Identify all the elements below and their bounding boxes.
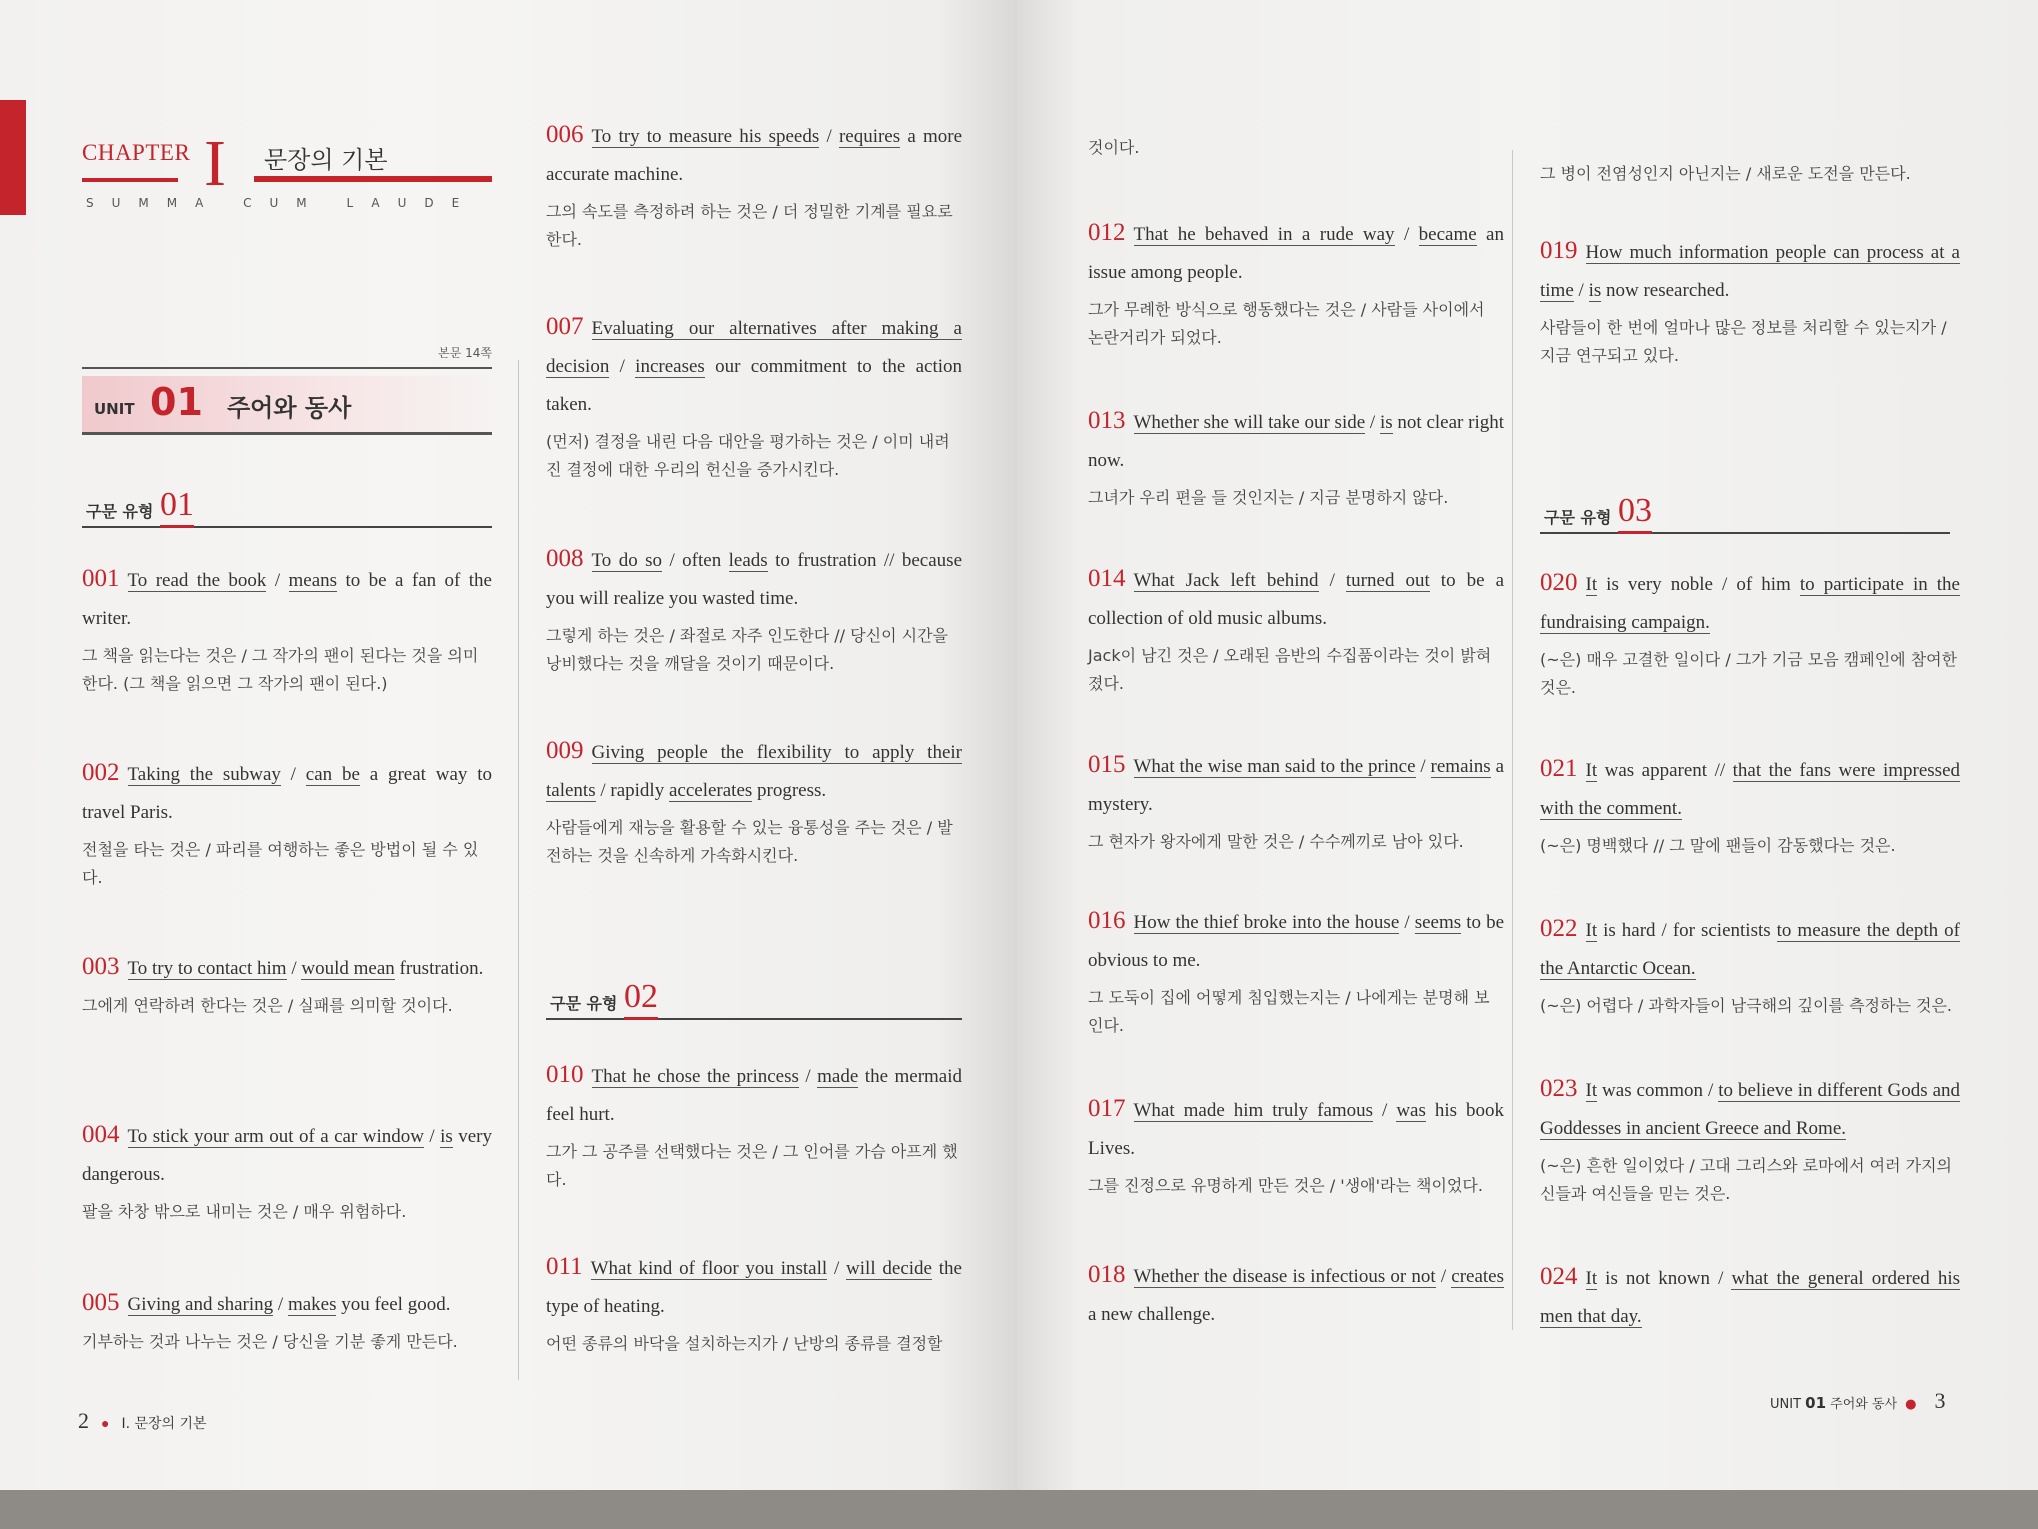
dummy-subject: It [1585, 920, 1598, 941]
predicate-rest: to frustration // because you will realize you wasted time. [546, 550, 962, 609]
dummy-subject: It [1585, 760, 1598, 781]
verb: can be [305, 764, 360, 785]
unit-header [82, 376, 492, 435]
sentence-item [82, 560, 492, 698]
continued-translation [1088, 130, 1504, 162]
predicate: is very noble / of him [1597, 574, 1800, 595]
sentence-item [1088, 402, 1504, 512]
korean-translation: 사람들이 한 번에 얼마나 많은 정보를 처리할 수 있는지가 / 지금 연구되고 있다. [1540, 318, 1947, 365]
predicate-rest: to be obvious to me. [1088, 912, 1504, 971]
korean-translation: 그렇게 하는 것은 / 좌절로 자주 인도한다 // 당신이 시간을 낭비했다는 것을 깨달을 것이기 때문이다. [546, 626, 948, 673]
separator: / [286, 958, 302, 979]
subject: What kind of floor you install [590, 1258, 828, 1279]
korean-translation: Jack이 남긴 것은 / 오래된 음반의 수집품이라는 것이 밝혀졌다. [1088, 646, 1492, 693]
verb: requires [838, 126, 901, 147]
korean-translation: 그 현자가 왕자에게 말한 것은 / 수수께끼로 남아 있다. [1088, 832, 1464, 851]
korean-translation: (~은) 매우 고결한 일이다 / 그가 기금 모음 캠페인에 참여한 것은. [1540, 650, 1958, 697]
sentence-item [1088, 560, 1504, 698]
item-number: 008 [546, 545, 584, 572]
verb: increases [635, 356, 705, 377]
korean-translation: 그 도둑이 집에 어떻게 침입했는지는 / 나에게는 분명해 보인다. [1088, 988, 1490, 1035]
predicate-rest: to be a fan of the writer. [82, 570, 492, 629]
right-page [1018, 0, 2038, 1529]
verb: remains [1430, 756, 1491, 777]
chapter-numeral: I [204, 127, 226, 200]
unit-page-ref: 본문 14쪽 [82, 344, 492, 369]
column-divider [1512, 150, 1513, 1330]
dummy-subject: It [1585, 1080, 1598, 1101]
subject: What the wise man said to the prince [1133, 756, 1416, 777]
item-number: 022 [1540, 915, 1578, 942]
continued-translation [1540, 156, 1960, 188]
subject: What made him truly famous [1133, 1100, 1374, 1121]
section-label: 구문 유형 [86, 502, 154, 521]
separator: / often [662, 550, 729, 571]
verb: is [440, 1126, 453, 1147]
korean-translation: 전철을 타는 것은 / 파리를 여행하는 좋은 방법이 될 수 있다. [82, 840, 479, 887]
sentence-item [82, 1284, 492, 1356]
separator: / [423, 1126, 441, 1147]
separator: / [1318, 570, 1346, 591]
left-footer [78, 1408, 207, 1434]
sentence-item [1540, 910, 1960, 1020]
chapter-subtitle: SUMMA CUM LAUDE [86, 196, 478, 210]
subject: Whether she will take our side [1133, 412, 1366, 433]
predicate-rest: a great way to travel Paris. [82, 764, 492, 823]
korean-translation: 그가 무례한 방식으로 행동했다는 것은 / 사람들 사이에서 논란거리가 되었다. [1088, 300, 1485, 347]
korean-translation: 어떤 종류의 바닥을 설치하는지가 / 난방의 종류를 결정할 [546, 1334, 943, 1353]
footer-chapter: I. 문장의 기본 [121, 1416, 207, 1432]
verb: became [1418, 224, 1477, 245]
section-number: 01 [160, 485, 194, 528]
item-number: 002 [82, 759, 120, 786]
section-number: 02 [624, 977, 658, 1020]
sentence-item [82, 754, 492, 892]
sentence-item [82, 1116, 492, 1226]
chapter-word: CHAPTER [82, 140, 191, 165]
subject: Taking the subway [127, 764, 281, 785]
item-number: 016 [1088, 907, 1126, 934]
verb: was [1396, 1100, 1426, 1121]
dummy-subject: It [1585, 1268, 1598, 1289]
section-header [546, 976, 962, 1020]
sentence-item [1088, 214, 1504, 352]
sentence-item [1088, 746, 1504, 856]
verb: is [1379, 412, 1393, 433]
section-header [1540, 490, 1950, 534]
predicate-rest: his book Lives. [1088, 1100, 1504, 1159]
verb: leads [728, 550, 768, 571]
footer-unit-number: 01 [1805, 1394, 1827, 1412]
item-number: 007 [546, 313, 584, 340]
chapter-rule [254, 176, 492, 182]
sentence-item [1088, 902, 1504, 1040]
footer-unit-label: UNIT [1770, 1397, 1802, 1412]
item-number: 010 [546, 1061, 584, 1088]
predicate-rest: a mystery. [1088, 756, 1505, 815]
korean-translation: 그가 그 공주를 선택했다는 것은 / 그 인어를 가슴 아프게 했다. [546, 1142, 958, 1189]
section-header [82, 484, 492, 528]
item-number: 021 [1540, 755, 1578, 782]
predicate: is not known / [1597, 1268, 1732, 1289]
separator: / [1435, 1266, 1452, 1287]
subject: To do so [591, 550, 663, 571]
korean-translation: 그 병이 전염성인지 아닌지는 / 새로운 도전을 만든다. [1540, 164, 1911, 183]
predicate-rest: not clear right now. [1088, 412, 1504, 471]
verb: seems [1414, 912, 1462, 933]
sentence-item [546, 1248, 962, 1358]
item-number: 023 [1540, 1075, 1578, 1102]
separator: / [609, 356, 636, 377]
verb: will decide [846, 1258, 932, 1279]
predicate: is hard / for scientists [1597, 920, 1777, 941]
unit-number: 01 [150, 380, 203, 424]
item-number: 006 [546, 121, 584, 148]
sentence-item [1088, 1256, 1504, 1334]
sentence-item [546, 116, 962, 254]
chapter-rule [82, 178, 178, 182]
separator: / [798, 1066, 818, 1087]
sentence-item [1540, 1070, 1960, 1208]
verb: makes [287, 1294, 337, 1315]
predicate-rest: very dangerous. [82, 1126, 493, 1185]
predicate-rest: progress. [752, 780, 827, 801]
korean-translation: (~은) 흔한 일이었다 / 고대 그리스와 로마에서 여러 가지의 신들과 여신들을 믿는 것은. [1540, 1156, 1953, 1203]
item-number: 001 [82, 565, 120, 592]
sentence-item [1540, 232, 1960, 370]
korean-translation: (먼저) 결정을 내린 다음 대안을 평가하는 것은 / 이미 내려진 결정에 대한 우리의 헌신을 증가시킨다. [546, 432, 950, 479]
subject: That he behaved in a rude way [1133, 224, 1395, 245]
item-number: 018 [1088, 1261, 1126, 1288]
predicate: was apparent // [1597, 760, 1733, 781]
korean-translation: 팔을 차창 밖으로 내미는 것은 / 매우 위험하다. [82, 1202, 407, 1221]
column-divider [518, 360, 519, 1380]
subject: Giving and sharing [127, 1294, 274, 1315]
footer-dot-icon: ● [101, 1417, 110, 1432]
predicate-rest: an issue among people. [1088, 224, 1504, 283]
predicate-rest: the type of heating. [546, 1258, 962, 1317]
verb: is [1588, 280, 1602, 301]
item-number: 011 [546, 1253, 583, 1280]
subject: That he chose the princess [591, 1066, 799, 1087]
sentence-item [1540, 564, 1960, 702]
subject: How the thief broke into the house [1133, 912, 1400, 933]
verb: means [288, 570, 338, 591]
separator: / [819, 126, 839, 147]
separator: / [1394, 224, 1419, 245]
subject: Whether the disease is infectious or not [1133, 1266, 1436, 1287]
subject: What Jack left behind [1133, 570, 1319, 591]
item-number: 017 [1088, 1095, 1126, 1122]
verb: turned out [1345, 570, 1430, 591]
subject: To read the book [127, 570, 267, 591]
predicate-rest: you feel good. [336, 1294, 451, 1315]
section-number: 03 [1618, 491, 1652, 534]
unit-label: UNIT [94, 400, 135, 418]
subject: Evaluating our alternatives after making a decision [546, 318, 962, 377]
table-surface [0, 1490, 2038, 1529]
korean-translation: (~은) 어렵다 / 과학자들이 남극해의 깊이를 측정하는 것은. [1540, 996, 1953, 1015]
predicate-rest: the mermaid feel hurt. [546, 1066, 963, 1125]
footer-unit-title: 주어와 동사 [1830, 1397, 1898, 1412]
separator: / [266, 570, 289, 591]
predicate-rest: to be a collection of old music albums. [1088, 570, 1505, 629]
left-page [0, 0, 1018, 1529]
real-subject: to measure the depth of the Antarctic Ocean. [1540, 920, 1960, 979]
verb: creates [1451, 1266, 1505, 1287]
sentence-item [546, 732, 962, 870]
predicate: was common / [1597, 1080, 1719, 1101]
item-number: 004 [82, 1121, 120, 1148]
korean-translation: 그의 속도를 측정하려 하는 것은 / 더 정밀한 기계를 필요로 한다. [546, 202, 953, 249]
separator: / rapidly [595, 780, 669, 801]
sentence-item [546, 540, 962, 678]
section-label: 구문 유형 [1544, 508, 1612, 527]
item-number: 013 [1088, 407, 1126, 434]
sentence-item [1540, 1258, 1960, 1336]
verb: accelerates [668, 780, 753, 801]
separator: / [1415, 756, 1431, 777]
korean-translation: (~은) 명백했다 // 그 말에 팬들이 감동했다는 것은. [1540, 836, 1896, 855]
subject: To stick your arm out of a car window [127, 1126, 424, 1147]
subject: Giving people the flexibility to apply their talents [546, 742, 962, 801]
verb: would mean [301, 958, 395, 979]
korean-translation: 그 책을 읽는다는 것은 / 그 작가의 팬이 된다는 것을 의미한다. (그 책을 읽으면 그 작가의 팬이 된다.) [82, 646, 479, 693]
sentence-item [546, 1056, 962, 1194]
item-number: 015 [1088, 751, 1126, 778]
right-footer [1770, 1388, 1945, 1414]
korean-translation: 기부하는 것과 나누는 것은 / 당신을 기분 좋게 만든다. [82, 1332, 458, 1351]
predicate-rest: now researched. [1601, 280, 1730, 301]
subject: How much information people can process at a time [1540, 242, 1960, 301]
unit-title: 주어와 동사 [227, 394, 352, 422]
real-subject: to participate in the fundraising campaign. [1540, 574, 1960, 633]
item-number: 024 [1540, 1263, 1578, 1290]
subject: To try to measure his speeds [591, 126, 820, 147]
page-number: 3 [1934, 1388, 1946, 1413]
separator: / [280, 764, 306, 785]
dummy-subject: It [1585, 574, 1598, 595]
predicate-rest: a new challenge. [1088, 1304, 1216, 1325]
korean-translation: 사람들에게 재능을 활용할 수 있는 융통성을 주는 것은 / 발전하는 것을 신속하게 가속화시킨다. [546, 818, 953, 865]
separator: / [1399, 912, 1415, 933]
predicate-rest: our commitment to the action taken. [546, 356, 962, 415]
real-subject: that the fans were impressed with the comment. [1540, 760, 1960, 819]
item-number: 005 [82, 1289, 120, 1316]
footer-dot-icon: ● [1905, 1397, 1917, 1412]
chapter-title: 문장의 기본 [264, 146, 388, 174]
predicate-rest: frustration. [394, 958, 484, 979]
chapter-tab [0, 100, 26, 215]
korean-translation: 그를 진정으로 유명하게 만든 것은 / '생애'라는 책이었다. [1088, 1176, 1483, 1195]
korean-translation: 것이다. [1088, 138, 1140, 157]
korean-translation: 그녀가 우리 편을 들 것인지는 / 지금 분명하지 않다. [1088, 488, 1449, 507]
item-number: 020 [1540, 569, 1578, 596]
separator: / [827, 1258, 847, 1279]
sentence-item [546, 308, 962, 484]
item-number: 009 [546, 737, 584, 764]
item-number: 019 [1540, 237, 1578, 264]
separator: / [1365, 412, 1380, 433]
section-label: 구문 유형 [550, 994, 618, 1013]
korean-translation: 그에게 연락하려 한다는 것은 / 실패를 의미할 것이다. [82, 996, 453, 1015]
item-number: 014 [1088, 565, 1126, 592]
verb: made [817, 1066, 859, 1087]
real-subject: to believe in different Gods and Goddesses in ancient Greece and Rome. [1540, 1080, 1960, 1139]
page-number: 2 [78, 1408, 89, 1433]
separator: / [1573, 280, 1589, 301]
separator: / [1373, 1100, 1397, 1121]
sentence-item [1088, 1090, 1504, 1200]
sentence-item [82, 948, 492, 1020]
subject: To try to contact him [127, 958, 287, 979]
item-number: 003 [82, 953, 120, 980]
sentence-item [1540, 750, 1960, 860]
item-number: 012 [1088, 219, 1126, 246]
chapter-header [82, 127, 492, 212]
predicate-rest: a more accurate machine. [546, 126, 962, 185]
real-subject: what the general ordered his men that day. [1540, 1268, 1961, 1327]
separator: / [273, 1294, 288, 1315]
